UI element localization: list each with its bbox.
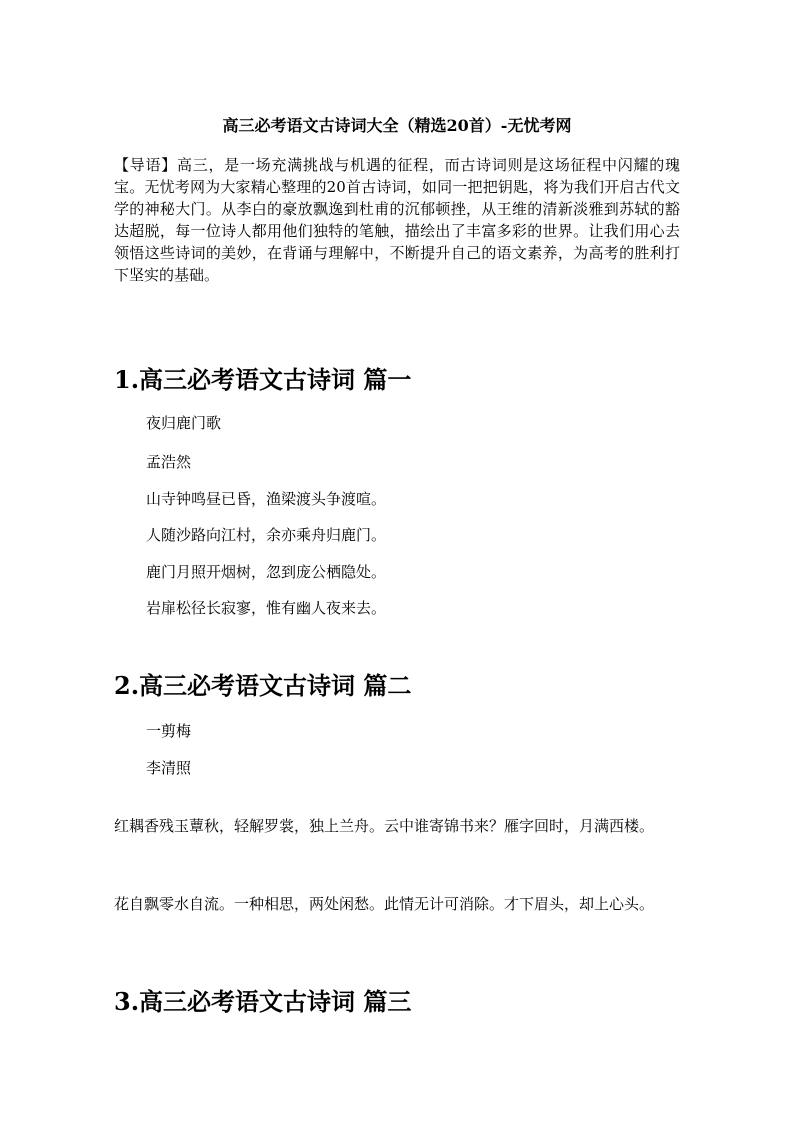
document-title: 高三必考语文古诗词大全（精选20首）-无忧考网 bbox=[222, 116, 572, 135]
poem-title: 一剪梅 bbox=[146, 722, 192, 740]
poem-line: 岩扉松径长寂寥，惟有幽人夜来去。 bbox=[146, 599, 387, 617]
poem-author: 孟浩然 bbox=[146, 453, 192, 471]
section-heading-1: 1.高三必考语文古诗词 篇一 bbox=[114, 365, 412, 394]
poem-line: 山寺钟鸣昼已昏，渔梁渡头争渡喧。 bbox=[146, 490, 387, 508]
poem-line: 鹿门月照开烟树，忽到庞公栖隐处。 bbox=[146, 563, 387, 581]
section-heading-2: 2.高三必考语文古诗词 篇二 bbox=[114, 671, 412, 700]
poem-paragraph: 花自飘零水自流。一种相思，两处闲愁。此情无计可消除。才下眉头，却上心头。 bbox=[114, 895, 655, 913]
intro-paragraph: 【导语】高三，是一场充满挑战与机遇的征程，而古诗词则是这场征程中闪耀的瑰宝。无忧考网为大家精心整理的20首古诗词，如同一把把钥匙，将为我们开启古代文学的神秘大门。从李白的豪放飘逸到杜甫的沉郁顿挫，从王维的清新淡雅到苏轼的豁达超脱，每一位诗人都用他们独特的笔触，描绘出了丰富多彩的世界。让我们用心去领悟这些诗词的美妙，在背诵与理解中，不断提升自己的语文素养，为高考的胜利打下坚实的基础。 bbox=[114, 156, 680, 284]
poem-paragraph: 红耦香残玉蕈秋，轻解罗裳，独上兰舟。云中谁寄锦书来？雁字回时，月满西楼。 bbox=[114, 817, 655, 835]
poem-title: 夜归鹿门歌 bbox=[146, 414, 222, 432]
poem-line: 人随沙路向江村，余亦乘舟归鹿门。 bbox=[146, 526, 387, 544]
poem-author: 李清照 bbox=[146, 759, 192, 777]
section-heading-3: 3.高三必考语文古诗词 篇三 bbox=[114, 987, 412, 1016]
